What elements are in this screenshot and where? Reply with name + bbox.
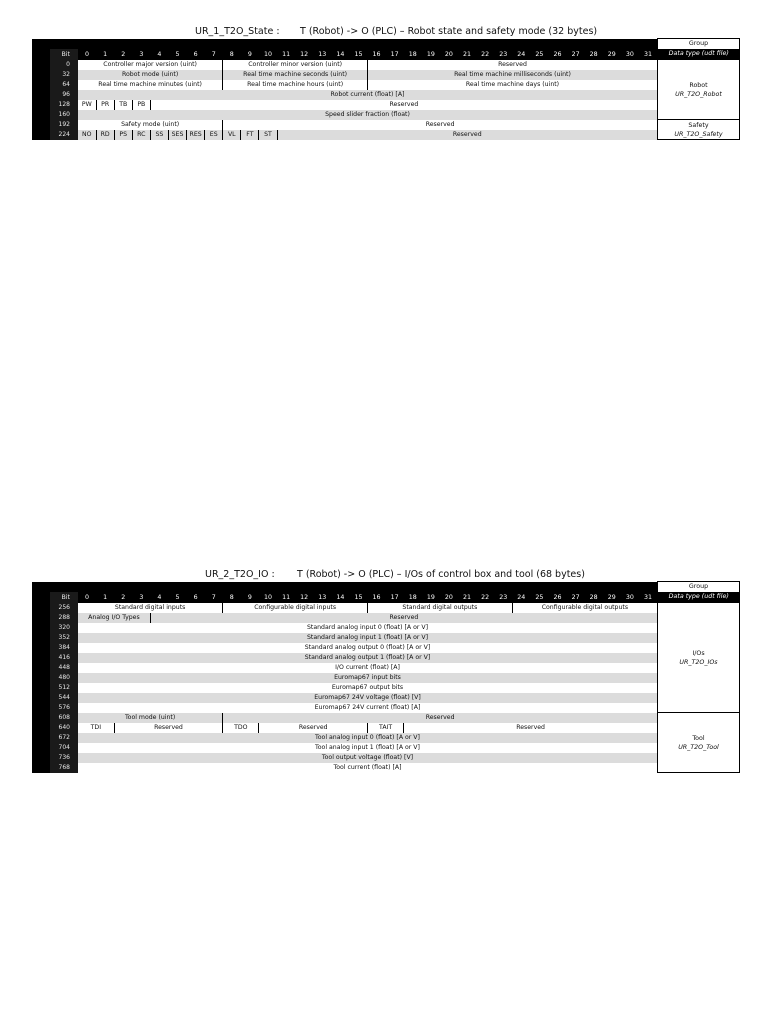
field-cell: TAIT: [368, 723, 404, 733]
field-cell: Tool analog input 1 (float) [A or V]: [78, 743, 658, 753]
bit-number: 25: [530, 592, 548, 603]
field-cell: I/O current (float) [A]: [78, 663, 658, 673]
field-cell: Standard digital outputs: [368, 603, 513, 613]
bit-number: 3: [132, 592, 150, 603]
bit-number: 23: [494, 592, 512, 603]
bit-number: 23: [494, 49, 512, 60]
table1-name: UR_1_T2O_State :: [195, 26, 280, 37]
group-label: Safety: [688, 121, 709, 129]
bit-number: 22: [476, 49, 494, 60]
table-row: [32, 110, 740, 120]
field-cell: Reserved: [150, 100, 657, 110]
field-cell: PR: [96, 100, 114, 110]
group-cell: [658, 120, 740, 140]
field-cell: Robot mode (uint): [78, 70, 223, 80]
table-row: [32, 733, 740, 743]
field-cell: Reserved: [114, 723, 223, 733]
bit-number: 16: [368, 49, 386, 60]
field-cell: Speed slider fraction (float): [78, 110, 658, 120]
lead-cell: [32, 663, 50, 673]
field-cell: Reserved: [223, 120, 658, 130]
bit-number: 9: [241, 49, 259, 60]
group-label: Robot: [689, 81, 708, 89]
bit-number: 29: [603, 49, 621, 60]
bit-number: 13: [313, 592, 331, 603]
lead-cell: [32, 613, 50, 623]
field-cell: TDO: [223, 723, 259, 733]
bit-number: 2: [114, 592, 132, 603]
bit-offset: 320: [50, 623, 78, 633]
bit-number: 11: [277, 49, 295, 60]
bit-number: 20: [440, 49, 458, 60]
group-label: I/Os: [692, 649, 705, 657]
field-cell: Real time machine hours (uint): [223, 80, 368, 90]
field-cell: Real time machine minutes (uint): [78, 80, 223, 90]
field-cell: PS: [114, 130, 132, 140]
field-cell: Real time machine seconds (uint): [223, 70, 368, 80]
bit-number: 27: [567, 49, 585, 60]
bit-number: 10: [259, 592, 277, 603]
table-row: [32, 653, 740, 663]
bit-number: 0: [78, 49, 96, 60]
bit-offset: 512: [50, 683, 78, 693]
table-row: [32, 120, 740, 130]
bit-offset: 480: [50, 673, 78, 683]
bit-number: 21: [458, 49, 476, 60]
bit-offset: 576: [50, 703, 78, 713]
bit-offset: 256: [50, 603, 78, 613]
field-cell: Tool mode (uint): [78, 713, 223, 723]
group-header-type: Data type (udt file): [658, 49, 740, 60]
lead-cell: [32, 120, 50, 130]
bit-number: 28: [585, 592, 603, 603]
field-cell: Analog I/O Types: [78, 613, 150, 623]
field-cell: Tool analog input 0 (float) [A or V]: [78, 733, 658, 743]
bit-number: 5: [168, 592, 186, 603]
bit-number: 0: [78, 592, 96, 603]
bit-number: 8: [223, 592, 241, 603]
lead-cell: [32, 703, 50, 713]
field-cell: FT: [241, 130, 259, 140]
bit-number: 27: [567, 592, 585, 603]
lead-cell: [32, 753, 50, 763]
lead-cell: [32, 693, 50, 703]
table-row: [32, 603, 740, 613]
field-cell: Standard analog output 0 (float) [A or V]: [78, 643, 658, 653]
lead-cell: [32, 110, 50, 120]
bit-number: 11: [277, 592, 295, 603]
table-row: [32, 703, 740, 713]
field-cell: Robot current (float) [A]: [78, 90, 658, 100]
table-row: [32, 693, 740, 703]
bit-number: 19: [422, 49, 440, 60]
field-cell: Standard analog input 1 (float) [A or V]: [78, 633, 658, 643]
lead-cell: [32, 80, 50, 90]
bit-number: 1: [96, 49, 114, 60]
field-cell: Euromap67 24V voltage (float) [V]: [78, 693, 658, 703]
bit-offset: 768: [50, 763, 78, 773]
table-row: [32, 743, 740, 753]
table-row: [32, 100, 740, 110]
bit-number: 13: [313, 49, 331, 60]
table2-description: T (Robot) -> O (PLC) – I/Os of control box and tool (68 bytes): [297, 569, 585, 580]
bit-number: 17: [386, 592, 404, 603]
field-cell: TDI: [78, 723, 114, 733]
table-row: [32, 753, 740, 763]
field-cell: Standard analog input 0 (float) [A or V]: [78, 623, 658, 633]
bit-offset: 608: [50, 713, 78, 723]
bit-number: 4: [150, 592, 168, 603]
bit-number: 28: [585, 49, 603, 60]
table-row: [32, 713, 740, 723]
field-cell: PB: [132, 100, 150, 110]
field-cell: TB: [114, 100, 132, 110]
field-cell: ST: [259, 130, 277, 140]
field-cell: Standard analog output 1 (float) [A or V]: [78, 653, 658, 663]
bit-number: 25: [530, 49, 548, 60]
lead-cell: [32, 60, 50, 70]
table-row: [32, 763, 740, 773]
bit-number: 20: [440, 592, 458, 603]
bit-offset: 224: [50, 130, 78, 140]
bit-number: 5: [168, 49, 186, 60]
table-row: [32, 80, 740, 90]
bit-number: 3: [132, 49, 150, 60]
lead-cell: [32, 130, 50, 140]
bit-number: 29: [603, 592, 621, 603]
bit-number: 7: [205, 49, 223, 60]
group-cell: [658, 713, 740, 773]
table-row: [32, 673, 740, 683]
bit-number: 26: [548, 592, 566, 603]
bit-offset: 32: [50, 70, 78, 80]
lead-cell: [32, 723, 50, 733]
field-cell: Euromap67 output bits: [78, 683, 658, 693]
table-row: [32, 60, 740, 70]
lead-cell: [32, 633, 50, 643]
bit-number: 31: [639, 592, 658, 603]
header-band: [32, 582, 658, 593]
bit-number: 7: [205, 592, 223, 603]
group-header-label: Group: [658, 582, 740, 593]
bit-number: 2: [114, 49, 132, 60]
bit-number: 17: [386, 49, 404, 60]
field-cell: RD: [96, 130, 114, 140]
lead-cell: [32, 70, 50, 80]
field-cell: SES: [168, 130, 186, 140]
field-cell: Reserved: [404, 723, 658, 733]
bit-number: 18: [404, 592, 422, 603]
table-row: [32, 70, 740, 80]
bit-number: 30: [621, 49, 639, 60]
group-data-type: UR_T2O_Robot: [675, 90, 722, 98]
bit-offset: 384: [50, 643, 78, 653]
field-cell: Controller minor version (uint): [223, 60, 368, 70]
group-cell: [658, 60, 740, 120]
group-cell: [658, 603, 740, 713]
bit-number: 14: [331, 592, 349, 603]
bit-offset: 0: [50, 60, 78, 70]
lead-cell: [32, 592, 50, 603]
table-row: [32, 723, 740, 733]
field-cell: Standard digital inputs: [78, 603, 223, 613]
bit-offset: 192: [50, 120, 78, 130]
group-label: Tool: [692, 734, 705, 742]
bit-number: 1: [96, 592, 114, 603]
field-cell: VL: [223, 130, 241, 140]
bit-number: 21: [458, 592, 476, 603]
lead-cell: [32, 623, 50, 633]
lead-cell: [32, 603, 50, 613]
bit-offset: 544: [50, 693, 78, 703]
table-row: [32, 683, 740, 693]
bit-number: 19: [422, 592, 440, 603]
lead-cell: [32, 743, 50, 753]
bit-offset: 672: [50, 733, 78, 743]
bit-number: 4: [150, 49, 168, 60]
field-cell: Tool output voltage (float) [V]: [78, 753, 658, 763]
table-row: [32, 633, 740, 643]
field-cell: RC: [132, 130, 150, 140]
lead-cell: [32, 713, 50, 723]
field-cell: ES: [205, 130, 223, 140]
lead-cell: [32, 673, 50, 683]
lead-cell: [32, 49, 50, 60]
field-cell: Real time machine days (uint): [368, 80, 658, 90]
field-cell: Reserved: [259, 723, 368, 733]
lead-cell: [32, 653, 50, 663]
lead-cell: [32, 683, 50, 693]
table-row: [32, 90, 740, 100]
bit-offset: 160: [50, 110, 78, 120]
field-cell: Configurable digital outputs: [512, 603, 657, 613]
table2-io-state: [32, 581, 740, 773]
lead-cell: [32, 100, 50, 110]
bit-offset: 416: [50, 653, 78, 663]
table-row: [32, 130, 740, 140]
group-data-type: UR_T2O_Tool: [678, 743, 719, 751]
bit-number: 12: [295, 592, 313, 603]
bit-offset: 704: [50, 743, 78, 753]
lead-cell: [32, 90, 50, 100]
field-cell: Euromap67 input bits: [78, 673, 658, 683]
bit-offset: 736: [50, 753, 78, 763]
table-row: [32, 613, 740, 623]
field-cell: Real time machine milliseconds (uint): [368, 70, 658, 80]
field-cell: Reserved: [150, 613, 657, 623]
bit-offset: 64: [50, 80, 78, 90]
bit-number: 8: [223, 49, 241, 60]
bit-number: 15: [349, 592, 367, 603]
table1-robot-state: [32, 38, 740, 140]
bit-number: 31: [639, 49, 658, 60]
bit-number: 10: [259, 49, 277, 60]
field-cell: RES: [187, 130, 205, 140]
bit-offset: 640: [50, 723, 78, 733]
field-cell: Controller major version (uint): [78, 60, 223, 70]
bit-number: 16: [368, 592, 386, 603]
bit-number: 6: [187, 592, 205, 603]
field-cell: Reserved: [368, 60, 658, 70]
table-row: [32, 623, 740, 633]
bit-number: 15: [349, 49, 367, 60]
field-cell: Reserved: [277, 130, 657, 140]
bit-offset: 288: [50, 613, 78, 623]
header-band: [32, 39, 658, 50]
table-row: [32, 663, 740, 673]
field-cell: Configurable digital inputs: [223, 603, 368, 613]
bit-number: 6: [187, 49, 205, 60]
bit-offset: 128: [50, 100, 78, 110]
bit-offset: 448: [50, 663, 78, 673]
lead-cell: [32, 763, 50, 773]
group-header-type: Data type (udt file): [658, 592, 740, 603]
group-data-type: UR_T2O_Safety: [674, 130, 723, 138]
bit-number: 24: [512, 49, 530, 60]
bit-number: 24: [512, 592, 530, 603]
bit-label: Bit: [50, 592, 78, 603]
table-row: [32, 643, 740, 653]
field-cell: PW: [78, 100, 96, 110]
bit-number: 9: [241, 592, 259, 603]
field-cell: Safety mode (uint): [78, 120, 223, 130]
bit-number: 22: [476, 592, 494, 603]
lead-cell: [32, 733, 50, 743]
field-cell: Reserved: [223, 713, 658, 723]
bit-number: 14: [331, 49, 349, 60]
group-data-type: UR_T2O_IOs: [679, 658, 718, 666]
bit-offset: 96: [50, 90, 78, 100]
bit-number: 12: [295, 49, 313, 60]
bit-number: 26: [548, 49, 566, 60]
field-cell: Tool current (float) [A]: [78, 763, 658, 773]
table1-description: T (Robot) -> O (PLC) – Robot state and safety mode (32 bytes): [300, 26, 598, 37]
field-cell: SS: [150, 130, 168, 140]
group-header-label: Group: [658, 39, 740, 50]
bit-offset: 352: [50, 633, 78, 643]
field-cell: Euromap67 24V current (float) [A]: [78, 703, 658, 713]
bit-label: Bit: [50, 49, 78, 60]
table2-name: UR_2_T2O_IO :: [205, 569, 275, 580]
field-cell: NO: [78, 130, 96, 140]
lead-cell: [32, 643, 50, 653]
bit-number: 30: [621, 592, 639, 603]
bit-number: 18: [404, 49, 422, 60]
